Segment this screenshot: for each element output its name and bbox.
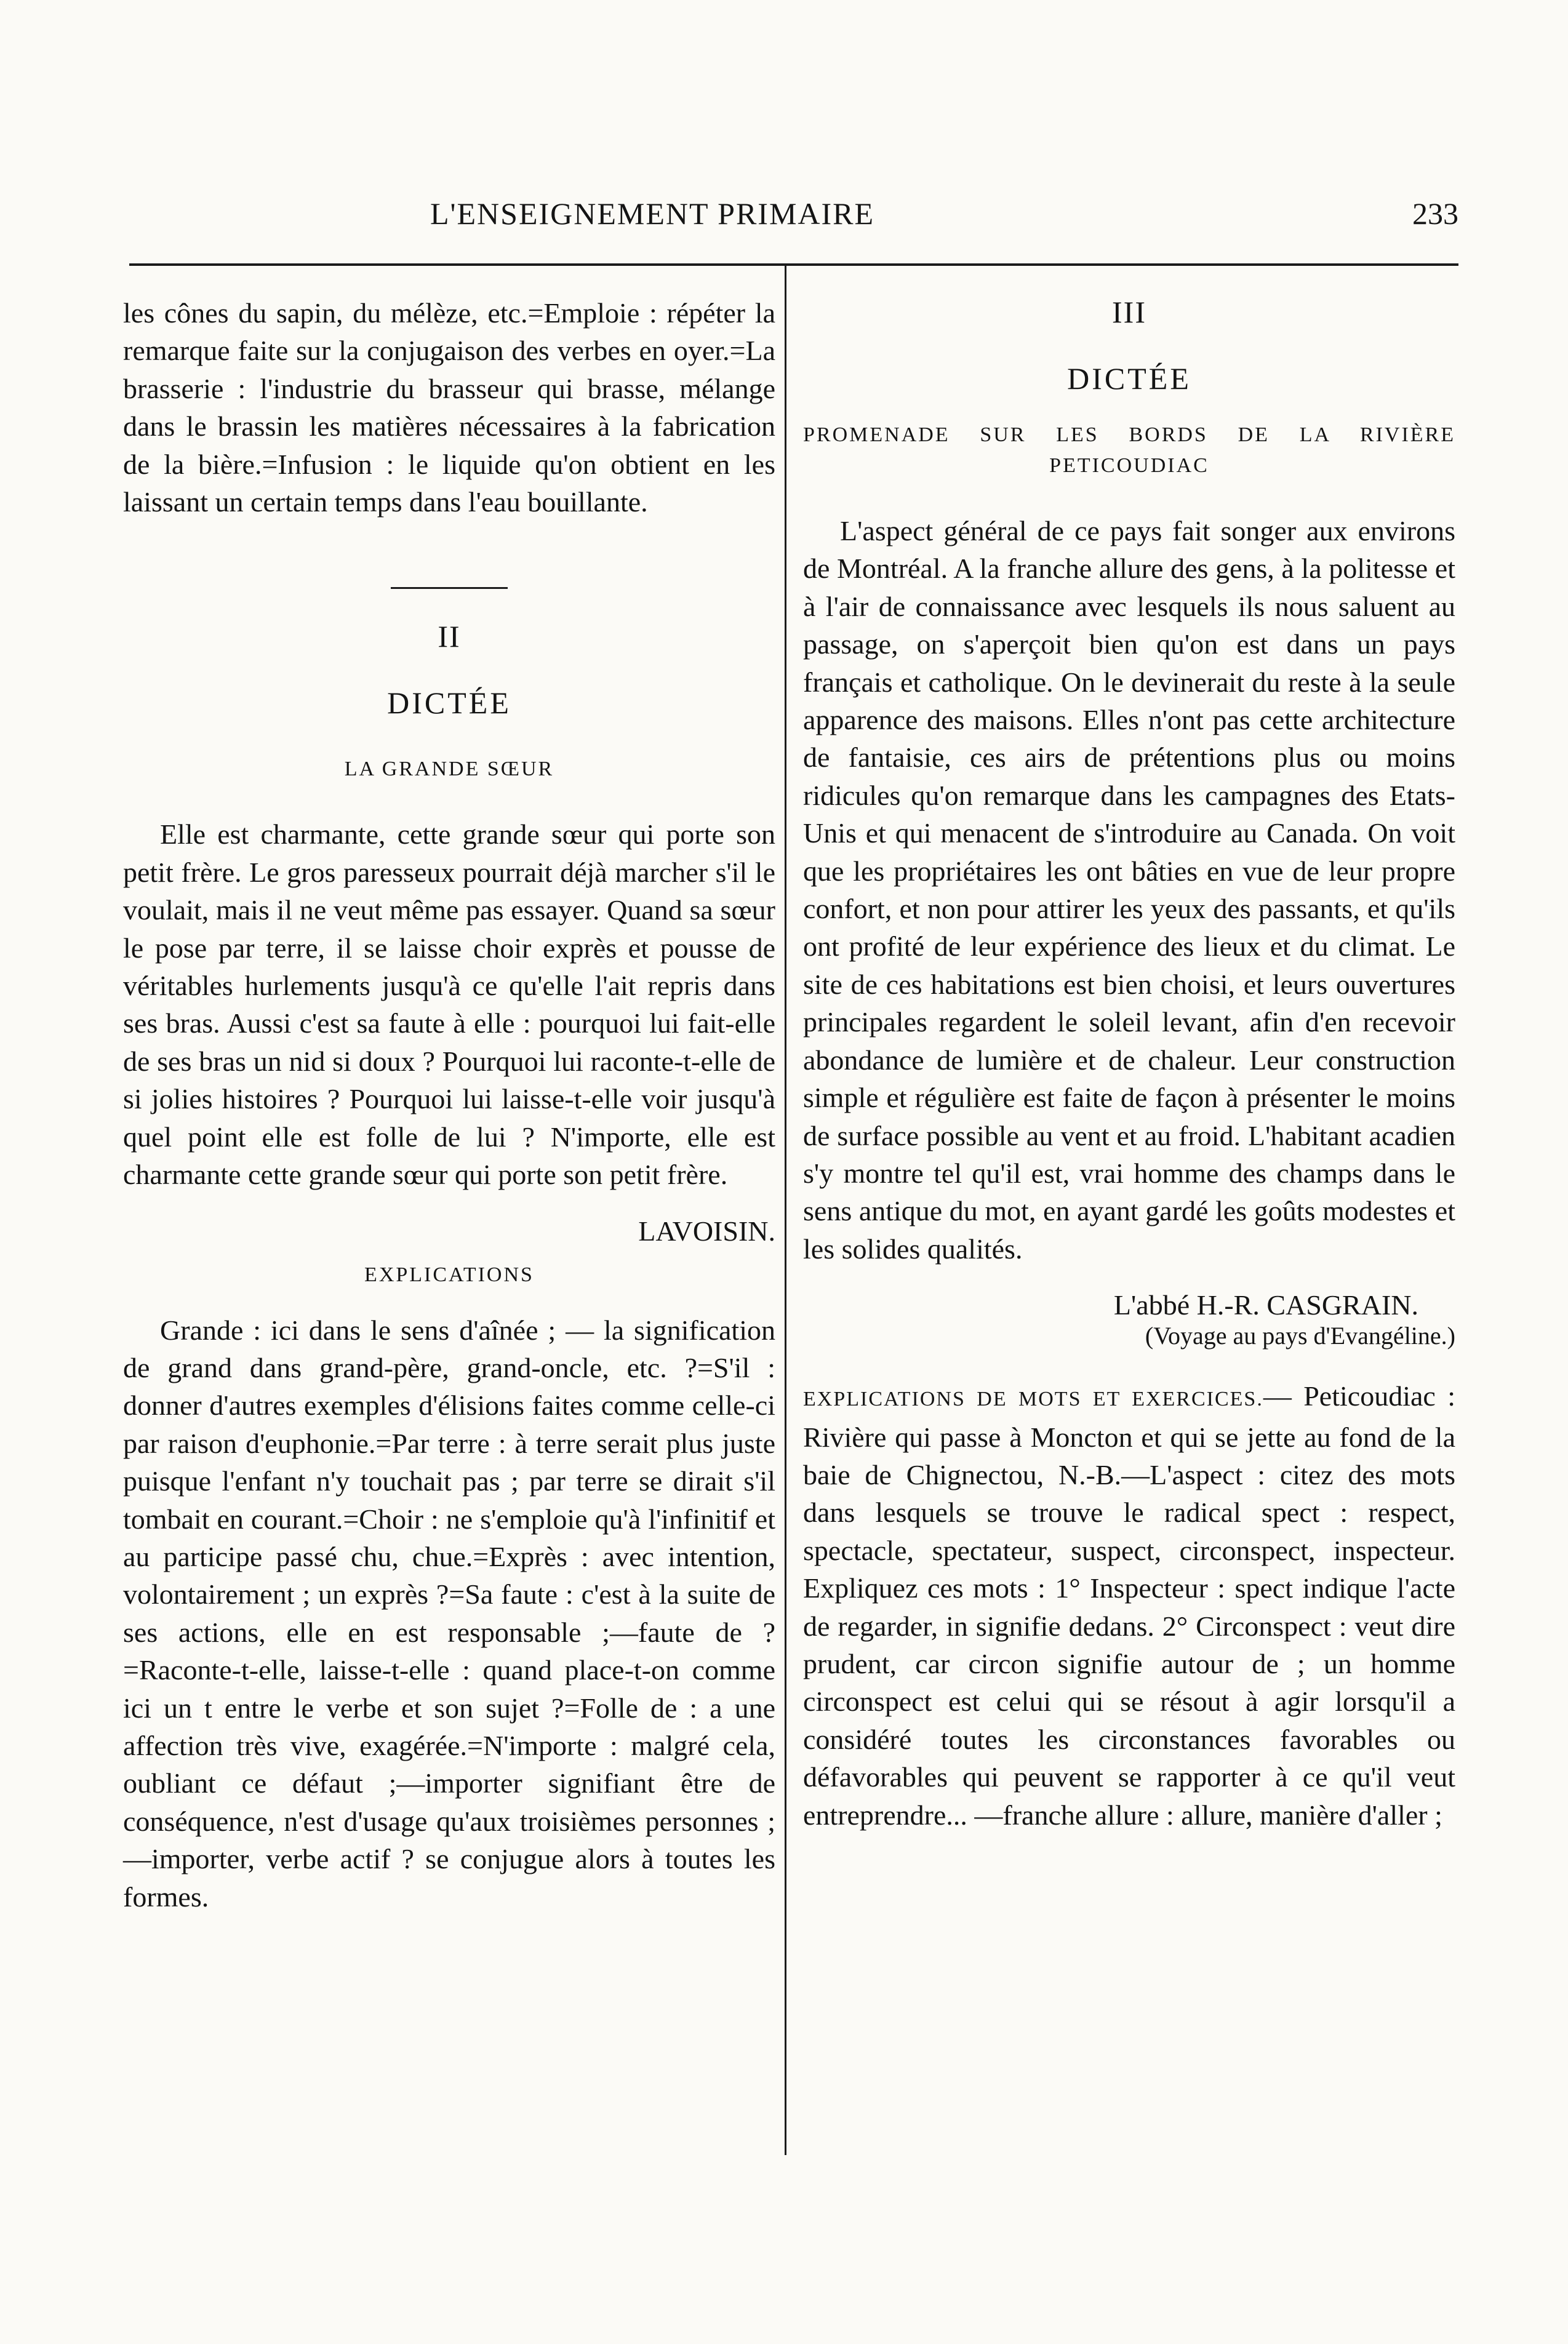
- explanations-text: Grande : ici dans le sens d'aînée ; — la signification de grand dans grand-père, grand-oncle, etc. ?=S'il : donner d'autres exemples d'élisions faites comme celle-ci par raison d'euphonie.=Par terre : à terre serait plus juste puisque l'enfant n'y touchait pas ; par terre se dirait s'il tombait en courant.=Choir : ne s'emploie qu'à l'infinitif et au participe passé chu, chue.=Exprès : avec intention, volontairement ; un exprès ?=Sa faute : c'est à la suite de ses actions, elle en est responsable ;—faute de ?=Raconte-t-elle, laisse-t-elle : quand place-t-on comme ici un t entre le verbe et son sujet ?=Folle de : a une affection très vive, exagérée.=N'importe : malgré cela, oubliant ce défaut ;—importer signifiant être de conséquence, n'est d'usage qu'aux troisièmes personnes ;—importer, verbe actif ? se conjugue alors à toutes les formes.: [123, 1314, 775, 1913]
- explanations-text: — Peticoudiac : Rivière qui passe à Moncton et qui se jette au fond de la baie de Chignectou, N.-B.—L'aspect : citez des mots dans lesquels se trouve le radical spect : respect, spectacle, spectateur, suspect, circonspect, inspecteur. Expliquez ces mots : 1° Inspecteur : spect indique l'acte de regarder, in signifie dedans. 2° Circonspect : veut dire prudent, car circon signifie autour de ; un homme circonspect est celui qui se résout à agir lorsqu'il a considéré toutes les circonstances favorables ou défavorables qui peuvent se rapporter à ce qu'il veut entreprendre... —franche allure : allure, manière d'aller ;: [803, 1380, 1455, 1831]
- dictation-text: L'aspect général de ce pays fait songer aux environs de Montréal. A la franche allure des gens, à la politesse et à l'air de connaissance avec lesquels ils nous saluent au passage, on s'aperçoit bien qu'on est dans un pays français et catholique. On le devinerait du reste à la seule apparence des maisons. Elles n'ont pas cette architecture de fantaisie, ces airs de prétentions plus ou moins ridicules qu'on remarque dans les campagnes des Etats-Unis et qui menacent de s'introduire au Canada. On voit que les propriétaires les ont bâties en vue de leur propre confort, et non pour attirer les yeux des passants, et qu'ils ont profité de leur expérience des lieux et du climat. Le site de ces habitations est bien choisi, et leurs ouvertures principales regardent le soleil levant, afin d'en recevoir abondance de lumière et de chaleur. Leur construction simple et régulière est faite de façon à présenter le moins de surface possible au vent et au froid. L'habitant acadien s'y montre tel qu'il est, vrai homme des champs dans le sens antique du mot, en ayant gardé les goûts modestes et les solides qualités.: [803, 515, 1455, 1265]
- left-column: [123, 294, 775, 1916]
- explanations-title: EXPLICATIONS DE MOTS ET EXERCICES.: [803, 1388, 1263, 1411]
- dictation-text: Elle est charmante, cette grande sœur qui porte son petit frère. Le gros paresseux pourrait déjà marcher s'il le voulait, mais il ne veut même pas essayer. Quand sa sœur le pose par terre, il se laisse choir exprès et pousse de véritables hurlements jusqu'à ce qu'elle l'ait repris dans ses bras. Aussi c'est sa faute à elle : pourquoi lui fait-elle de ses bras un nid si doux ? Pourquoi lui raconte-t-elle de si jolies histoires ? Pourquoi lui laisse-t-elle voir jusqu'à quel point elle est folle de lui ? N'importe, elle est charmante cette grande sœur qui porte son petit frère.: [123, 818, 775, 1191]
- explanations-title: EXPLICATIONS: [364, 1263, 534, 1286]
- header-rule: [129, 263, 1458, 266]
- dictation-author: LAVOISIN.: [638, 1215, 775, 1247]
- section-number: II: [438, 619, 461, 654]
- dictation-author: L'abbé H.-R. CASGRAIN.: [1113, 1289, 1418, 1321]
- dictation-source: (Voyage au pays d'Evangéline.): [1145, 1322, 1455, 1350]
- right-column: [803, 294, 1455, 1834]
- dictation-title-line1: PROMENADE SUR LES BORDS DE LA RIVIÈRE: [803, 423, 1455, 446]
- section-title: DICTÉE: [387, 686, 511, 721]
- section-title: DICTÉE: [1067, 361, 1191, 396]
- intro-paragraph: les cônes du sapin, du mélèze, etc.=Emploie : répéter la remarque faite sur la conjugaison des verbes en oyer.=La brasserie : l'industrie du brasseur qui brasse, mélange dans le brassin les matières nécessaires à la fabrication de la bière.=Infusion : le liquide qu'on obtient en les laissant un certain temps dans l'eau bouillante.: [123, 297, 775, 518]
- explanations-block: [803, 1377, 1455, 1834]
- page-number: 233: [1412, 196, 1458, 231]
- page-header: [129, 196, 1458, 245]
- section-number: III: [1112, 295, 1146, 329]
- column-divider: [785, 266, 786, 2155]
- dictation-title: LA GRANDE SŒUR: [344, 758, 554, 781]
- running-title: L'ENSEIGNEMENT PRIMAIRE: [430, 196, 875, 231]
- dictation-title-line2: PETICOUDIAC: [1049, 454, 1209, 477]
